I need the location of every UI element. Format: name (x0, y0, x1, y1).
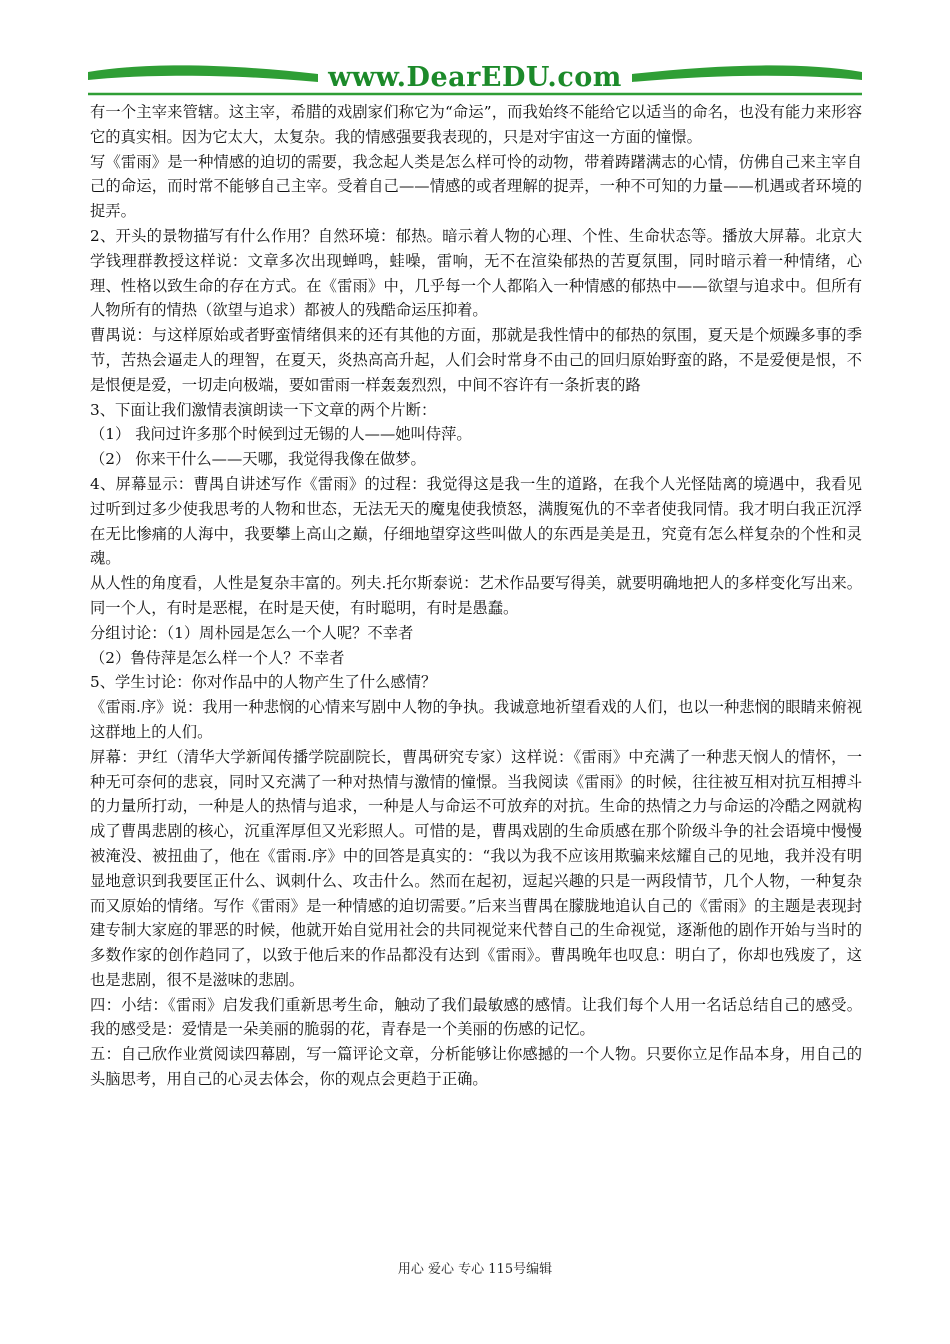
site-logo-text[interactable]: www.DearEDU.com (328, 62, 622, 93)
paragraph: （1） 我问过许多那个时候到过无锡的人——她叫侍萍。 (90, 425, 472, 444)
paragraph: 有一个主宰来管辖。这主宰，希腊的戏剧家们称它为“命运”，而我始终不能给它以适当的命名，也没有能力来形容它的真实相。因为它太大，太复杂。我的情感强要我表现的，只是对宇宙这一方面的憧憬。 (90, 103, 862, 146)
paragraph: 从人性的角度看，人性是复杂丰富的。列夫.托尔斯泰说：艺术作品要写得美，就要明确地把人的多样变化写出来。同一个人，有时是恶棍，在时是天使，有时聪明，有时是愚蠢。 (90, 574, 862, 617)
paragraph: 3、下面让我们激情表演朗读一下文章的两个片断： (90, 400, 437, 419)
paragraph: （2） 你来干什么——天哪，我觉得我像在做梦。 (90, 450, 426, 469)
paragraph: 2、开头的景物描写有什么作用？自然环境：郁热。暗示着人物的心理、个性、生命状态等。播放大屏幕。北京大学钱理群教授这样说：文章多次出现蝉鸣，蛙噪，雷响，无不在渲染郁热的苦夏氛围，同时暗示着一种情绪，心理、性格以致生命的存在方式。在《雷雨》中，几乎每一个人都陷入一种情感的郁热中——欲望与追求中。但所有人物所有的情热（欲望与追求）都被人的残酷命运压抑着。 (90, 226, 862, 320)
document-body (90, 100, 862, 1092)
paragraph: （2）鲁侍萍是怎么样一个人？不幸者 (90, 648, 345, 667)
page-footer: 用心 爱心 专心 115号编辑 (397, 1262, 553, 1277)
paragraph: 4、屏幕显示：曹禺自讲述写作《雷雨》的过程：我觉得这是我一生的道路，在我个人光怪陆离的境遇中，我看见过听到过多少使我思考的人物和世态，无法无天的魔鬼使我愤怒，满腹冤仇的不幸者使我同情。我才明白我正沉浮在无比惨痛的人海中，我要攀上高山之巅，仔细地望穿这些叫做人的东西是美是丑，究竟有怎么样复杂的个性和灵魂。 (90, 474, 862, 568)
paragraph: 四：小结：《雷雨》启发我们重新思考生命，触动了我们最敏感的感情。让我们每个人用一名话总结自己的感受。我的感受是：爱情是一朵美丽的脆弱的花，青春是一个美丽的伤感的记忆。 (90, 995, 862, 1039)
paragraph: 分组讨论：（1）周朴园是怎么一个人呢？不幸者 (90, 623, 414, 642)
paragraph: 5、学生讨论：你对作品中的人物产生了什么感情？ (90, 673, 437, 692)
paragraph: 五：自己欣作业赏阅读四幕剧，写一篇评论文章，分析能够让你感撼的一个人物。只要你立足作品本身，用自己的头脑思考，用自己的心灵去体会，你的观点会更趋于正确。 (90, 1045, 862, 1089)
paragraph: 《雷雨.序》说：我用一种悲悯的心情来写剧中人物的争执。我诚意地祈望看戏的人们，也以一种悲悯的眼睛来俯视这群地上的人们。 (90, 698, 862, 741)
paragraph: 屏幕：尹红（清华大学新闻传播学院副院长，曹禺研究专家）这样说：《雷雨》中充满了一种悲天悯人的情怀，一种无可奈何的悲哀，同时又充满了一种对热情与激情的憧憬。当我阅读《雷雨》的时候，往往被互相对抗互相搏斗的力量所打动，一种是人的热情与追求，一种是人与命运不可放弃的对抗。生命的热情之力与命运的冷酷之网就构成了曹禺悲剧的核心，沉重浑厚但又光彩照人。可惜的是，曹禺戏剧的生命质感在那个阶级斗争的社会语境中慢慢被淹没、被扭曲了，他在《雷雨.序》中的回答是真实的：“我以为我不应该用欺骗来炫耀自己的见地，我并没有明显地意识到我要匡正什么、讽刺什么、攻击什么。然而在起初，逗起兴趣的只是一两段情节，几个人物，一种复杂而又原始的情绪。写作《雷雨》是一种情感的迫切需要。”后来当曹禺在朦胧地追认自己的《雷雨》的主题是表现封建专制大家庭的罪恶的时候，他就开始自觉用社会的共同视觉来代替自己的生命视觉，逐渐他的剧作开始与当时的多数作家的创作趋同了，以致于他后来的作品都没有达到《雷雨》。曹禺晚年也叹息：明白了，你却也残废了，这也是悲剧，很不是滋味的悲剧。 (90, 747, 862, 989)
site-header (88, 60, 862, 96)
paragraph: 曹禺说：与这样原始或者野蛮情绪俱来的还有其他的方面，那就是我性情中的郁热的氛围，夏天是个烦躁多事的季节，苦热会逼走人的理智，在夏天，炎热高高升起，人们会时常身不由己的回归原始野蛮的路，不是爱便是恨，不是恨便是爱，一切走向极端，要如雷雨一样轰轰烈烈，中间不容许有一条折衷的路 (90, 326, 862, 394)
paragraph: 写《雷雨》是一种情感的迫切的需要，我念起人类是怎么样可怜的动物，带着踌躇满志的心情，仿佛自己来主宰自己的命运，而时常不能够自己主宰。受着自己——情感的或者理解的捉弄，一种不可知的力量——机遇或者环境的捉弄。 (90, 152, 862, 221)
